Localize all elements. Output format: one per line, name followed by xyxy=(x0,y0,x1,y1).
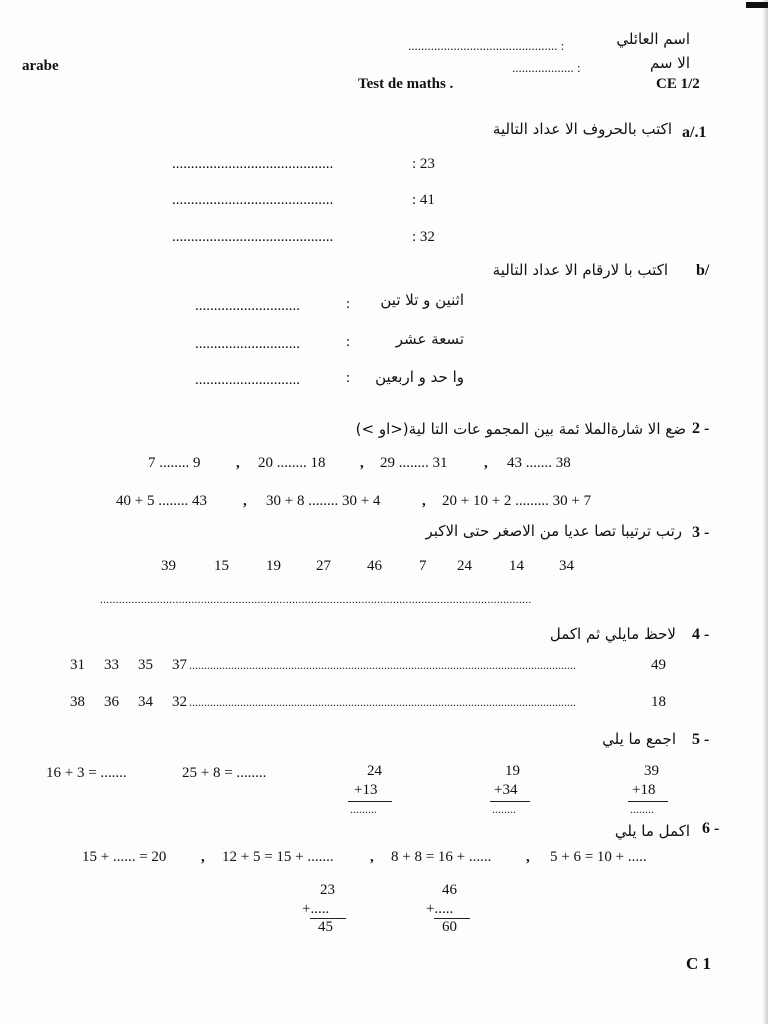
page-edge-shadow xyxy=(762,0,768,1024)
q4-instruction: لاحظ مايلي ثم اكمل xyxy=(549,625,676,643)
first-name-label: الا سم xyxy=(649,54,690,72)
q3-number: 39 xyxy=(161,558,176,574)
q2-row2-item-2: 30 + 8 ........ 30 + 4 xyxy=(266,493,381,509)
q4-label: 4 - xyxy=(692,626,710,643)
q5-col3-add: +18 xyxy=(632,782,656,798)
q6-row-item-4: 5 + 6 = 10 + ..... xyxy=(550,849,647,865)
q4-row1-answer-line[interactable]: ................................................................................................................................. xyxy=(189,658,576,672)
q2-row1-item-2: 20 ........ 18 xyxy=(258,455,326,471)
q1-a-number-3: : 32 xyxy=(412,229,435,245)
q1-b-answer-2[interactable]: ............................ xyxy=(195,336,300,352)
q6-row-item-1: 15 + ...... = 20 xyxy=(82,849,167,865)
q1-b-colon-3: : xyxy=(346,370,351,386)
q1-b-words-3: وا حد و اربعين xyxy=(375,368,464,386)
q2-instruction: ضع الا شارةالملا ئمة بين المجمو عات التا لية(<او >) xyxy=(355,420,686,438)
q1-a-label: a/.1 xyxy=(682,124,707,141)
q1-a-answer-2[interactable]: ........................................... xyxy=(172,192,334,208)
q3-label: 3 - xyxy=(692,524,710,541)
q3-number: 34 xyxy=(559,558,574,574)
q4-row1-number: 35 xyxy=(138,657,153,673)
q3-number: 7 xyxy=(419,558,427,574)
q1-a-answer-3[interactable]: ........................................... xyxy=(172,229,334,245)
q2-row1-sep: , xyxy=(360,455,364,471)
q1-a-number-2: : 41 xyxy=(412,192,435,208)
q3-number: 14 xyxy=(509,558,524,574)
q4-row1-number: 33 xyxy=(104,657,119,673)
footer-code: C 1 xyxy=(686,954,712,973)
q6-instruction: اكمل ما يلي xyxy=(614,822,690,840)
q6-col1-result: 45 xyxy=(318,919,333,935)
q1-b-colon-2: : xyxy=(346,334,351,350)
q5-inline-sum-2: 25 + 8 = ........ xyxy=(182,765,267,781)
q1-b-words-1: اثنين و تلا تين xyxy=(380,291,464,309)
q3-number: 24 xyxy=(457,558,472,574)
q5-inline-sum-1: 16 + 3 = ....... xyxy=(46,765,127,781)
q1-b-label: b/ xyxy=(696,262,710,279)
q2-row2-sep: , xyxy=(243,493,247,509)
q5-col1-top: 24 xyxy=(367,763,382,779)
q3-number: 27 xyxy=(316,558,331,574)
q2-row1-item-3: 29 ........ 31 xyxy=(380,455,448,471)
q4-row1-number: 37 xyxy=(172,657,187,673)
q1-b-words-2: تسعة عشر xyxy=(395,330,464,348)
q6-row-sep: , xyxy=(526,849,530,865)
q2-row1-item-4: 43 ....... 38 xyxy=(507,455,571,471)
q1-b-instruction: اكتب با لارقام الا عداد التالية xyxy=(492,261,668,279)
q3-answer-line[interactable]: ......................................................................................................................................... xyxy=(100,594,532,606)
class-code: CE 1/2 xyxy=(656,76,700,92)
q6-row-item-3: 8 + 8 = 16 + ...... xyxy=(391,849,492,865)
q1-b-answer-1[interactable]: ............................ xyxy=(195,298,300,314)
q6-col2-add[interactable]: +..... xyxy=(426,901,454,917)
q6-row-sep: , xyxy=(370,849,374,865)
q4-row2-number: 36 xyxy=(104,694,119,710)
q6-row-sep: , xyxy=(201,849,205,865)
q6-col1-add[interactable]: +..... xyxy=(302,901,330,917)
q4-row2-number: 34 xyxy=(138,694,153,710)
q3-number: 46 xyxy=(367,558,382,574)
q1-a-number-1: : 23 xyxy=(412,156,435,172)
q5-col2-answer[interactable]: ........ xyxy=(492,802,516,816)
q3-instruction: رتب ترتيبا تصا عديا من الاصغر حتى الاكبر xyxy=(425,522,682,540)
q1-b-colon-1: : xyxy=(346,296,351,312)
first-name-field[interactable]: ................... : xyxy=(512,60,581,75)
q5-col2-add: +34 xyxy=(494,782,518,798)
test-title: Test de maths . xyxy=(358,76,454,92)
q5-col3-top: 39 xyxy=(644,763,659,779)
q5-col2-top: 19 xyxy=(505,763,520,779)
q2-label: 2 - xyxy=(692,420,710,437)
q1-b-answer-3[interactable]: ............................ xyxy=(195,372,300,388)
q2-row2-item-3: 20 + 10 + 2 ......... 30 + 7 xyxy=(442,493,592,509)
q5-instruction: اجمع ما يلي xyxy=(602,730,676,748)
q1-a-answer-1[interactable]: ........................................... xyxy=(172,156,334,172)
q2-row2-sep: , xyxy=(422,493,426,509)
q6-col2-result: 60 xyxy=(442,919,457,935)
q6-col2-top: 46 xyxy=(442,882,457,898)
q5-col1-answer[interactable]: ......... xyxy=(350,802,377,816)
q6-row-item-2: 12 + 5 = 15 + ....... xyxy=(222,849,334,865)
q5-col3-answer[interactable]: ........ xyxy=(630,802,654,816)
q2-row2-item-1: 40 + 5 ........ 43 xyxy=(116,493,207,509)
q1-a-instruction: اكتب بالحروف الا عداد التالية xyxy=(492,120,672,138)
subject-tag: arabe xyxy=(22,58,59,74)
q5-col1-add: +13 xyxy=(354,782,378,798)
q4-row2-end: 18 xyxy=(651,694,666,710)
q4-row1-end: 49 xyxy=(651,657,666,673)
q4-row1-number: 31 xyxy=(70,657,85,673)
q2-row1-sep: , xyxy=(236,455,240,471)
q3-number: 15 xyxy=(214,558,229,574)
q5-label: 5 - xyxy=(692,731,710,748)
q4-row2-number: 38 xyxy=(70,694,85,710)
q4-row2-answer-line[interactable]: ................................................................................................................................. xyxy=(189,695,576,709)
q3-number: 19 xyxy=(266,558,281,574)
family-name-label: اسم العائلي xyxy=(616,30,690,48)
binder-mark xyxy=(746,2,768,8)
q6-label: 6 - xyxy=(702,820,720,837)
q2-row1-item-1: 7 ........ 9 xyxy=(148,455,201,471)
q2-row1-sep: , xyxy=(484,455,488,471)
q6-col1-top: 23 xyxy=(320,882,335,898)
family-name-field[interactable]: .............................................. : xyxy=(408,38,565,53)
q4-row2-number: 32 xyxy=(172,694,187,710)
